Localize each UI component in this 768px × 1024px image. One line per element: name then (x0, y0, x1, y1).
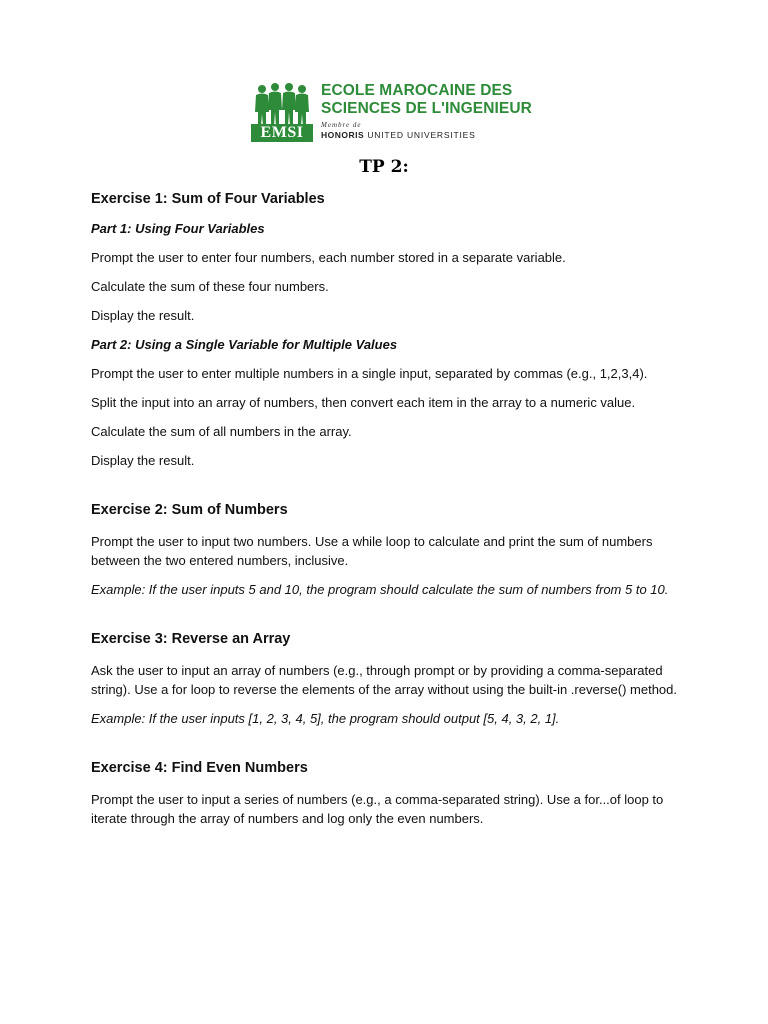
exercise-1 (91, 189, 691, 470)
logo-line-1: ECOLE MAROCAINE DES (321, 82, 513, 99)
exercise-2 (91, 500, 691, 599)
exercise-3-example: Example: If the user inputs [1, 2, 3, 4, 5], the program should output [5, 4, 3, 2, 1]. (91, 711, 560, 726)
logo-honoris-rest: UNITED UNIVERSITIES (367, 130, 476, 140)
exercise-1-paragraph: Prompt the user to enter four numbers, each number stored in a separate variable. (91, 250, 566, 265)
exercise-3-paragraph: Ask the user to input an array of numbers (e.g., through prompt or by providing a comma-separated string). Use a for loop to reverse the elements of the array without using the built-in .reverse() method. (91, 663, 677, 697)
logo-text (321, 82, 531, 141)
exercise-1-paragraph: Split the input into an array of numbers, then convert each item in the array to a numeric value. (91, 395, 636, 410)
page-title: TP 2: (359, 157, 409, 177)
exercise-2-heading: Exercise 2: Sum of Numbers (91, 502, 288, 518)
logo-honoris-bold: HONORIS (321, 130, 365, 140)
logo-honoris (321, 130, 531, 141)
logo-badge: EMSI (251, 124, 313, 142)
exercise-3-heading: Exercise 3: Reverse an Array (91, 631, 291, 647)
exercise-4 (91, 758, 691, 828)
exercise-3 (91, 629, 691, 728)
exercise-2-paragraph: Prompt the user to input two numbers. Use a while loop to calculate and print the sum of numbers between the two entered numbers, inclusive. (91, 534, 653, 568)
exercise-1-paragraph: Prompt the user to enter multiple numbers in a single input, separated by commas (e.g., 1,2,3,4). (91, 366, 648, 381)
part-2-heading: Part 2: Using a Single Variable for Multiple Values (91, 337, 398, 352)
exercise-1-paragraph: Display the result. (91, 308, 195, 323)
figures-silhouette-icon (251, 82, 313, 126)
exercise-1-heading: Exercise 1: Sum of Four Variables (91, 191, 325, 207)
logo-line-2: SCIENCES DE L'INGENIEUR (321, 100, 532, 117)
exercise-1-paragraph: Calculate the sum of these four numbers. (91, 279, 329, 294)
exercise-4-heading: Exercise 4: Find Even Numbers (91, 760, 308, 776)
exercise-2-example: Example: If the user inputs 5 and 10, the program should calculate the sum of numbers from 5 to 10. (91, 582, 669, 597)
exercise-4-paragraph: Prompt the user to input a series of numbers (e.g., a comma-separated string). Use a for...of loop to iterate through the array of numbers and log only the even numbers. (91, 792, 664, 826)
logo-member-label: Membre de (321, 121, 362, 129)
part-1-heading: Part 1: Using Four Variables (91, 221, 265, 236)
exercise-1-paragraph: Calculate the sum of all numbers in the array. (91, 424, 352, 439)
emsi-logo (251, 82, 532, 144)
document-body (91, 189, 691, 828)
exercise-1-paragraph: Display the result. (91, 453, 195, 468)
